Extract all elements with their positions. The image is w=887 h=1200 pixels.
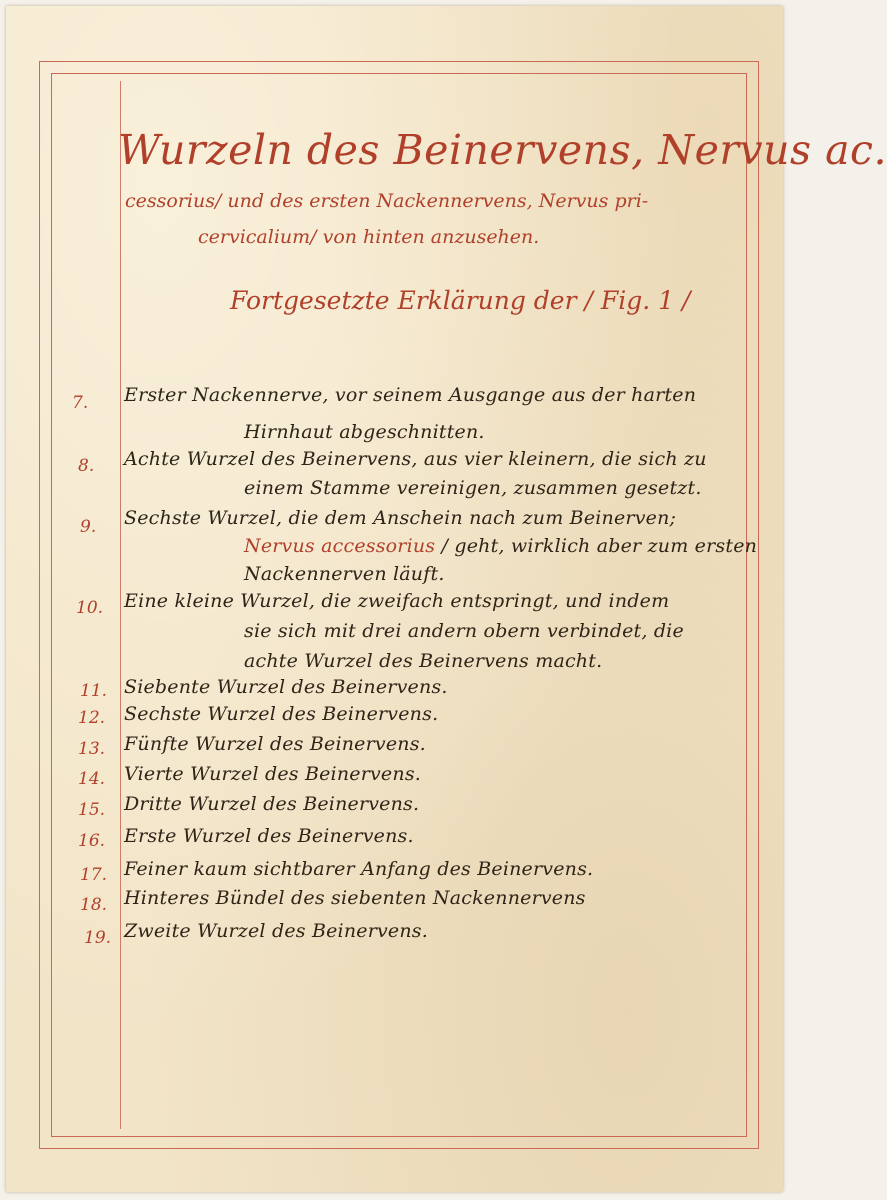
- entry-number: 8.: [78, 456, 95, 476]
- entry-text: Erste Wurzel des Beinervens.: [124, 825, 414, 847]
- subheading: Fortgesetzte Erklärung der / Fig. 1 /: [230, 286, 691, 315]
- entry-number: 18.: [80, 895, 108, 915]
- entry-number: 15.: [78, 800, 106, 820]
- title-term-accessorius: cessorius: [125, 190, 215, 212]
- entry-number: 14.: [78, 769, 106, 789]
- entry-text: achte Wurzel des Beinervens macht.: [244, 650, 603, 672]
- entry-text: Fünfte Wurzel des Beinervens.: [124, 733, 426, 755]
- entry-number: 11.: [80, 681, 108, 701]
- entry-text: Feiner kaum sichtbarer Anfang des Beinervens.: [124, 858, 594, 880]
- entry-number: 12.: [78, 708, 106, 728]
- entry-text: [244, 535, 757, 557]
- entry-text: Erster Nackennerve, vor seinem Ausgange aus der harten: [124, 384, 697, 406]
- margin-rule: [120, 81, 121, 1129]
- entry-text: Siebente Wurzel des Beinervens.: [124, 676, 448, 698]
- entry-text: Dritte Wurzel des Beinervens.: [124, 793, 420, 815]
- entry-number: 10.: [76, 598, 104, 618]
- title-line-2: [125, 192, 648, 211]
- entry-text: Vierte Wurzel des Beinervens.: [124, 763, 422, 785]
- title-term-primus: Nervus pri-: [538, 190, 649, 212]
- title-term-cervicalium: cervicalium: [198, 226, 311, 248]
- entry-text: Eine kleine Wurzel, die zweifach entspringt, und indem: [124, 590, 670, 612]
- entry-text: Achte Wurzel des Beinervens, aus vier kleinern, die sich zu: [124, 448, 707, 470]
- entry-number: 19.: [84, 928, 112, 948]
- entry-number: 7.: [72, 393, 89, 413]
- entry-number: 9.: [80, 517, 97, 537]
- entry-text: Zweite Wurzel des Beinervens.: [124, 920, 429, 942]
- entry-text: Hinteres Bündel des siebenten Nackennervens: [124, 887, 586, 909]
- entry-text-continued: / geht, wirklich aber zum ersten: [441, 535, 758, 557]
- title-line-3: [198, 228, 539, 247]
- term-nervus-accessorius: Nervus accessorius: [244, 535, 436, 557]
- entry-number: 16.: [78, 831, 106, 851]
- entry-text: Sechste Wurzel, die dem Anschein nach zum Beinerven;: [124, 507, 677, 529]
- title-line-2-text: / und des ersten Nackennervens,: [214, 190, 539, 212]
- title-line-3-text: / von hinten anzusehen.: [310, 226, 540, 248]
- title-line-1: Wurzeln des Beinervens, Nervus ac.: [118, 126, 887, 174]
- entry-text: sie sich mit drei andern obern verbindet, die: [244, 620, 684, 642]
- entry-text: Nackennerven läuft.: [244, 563, 445, 585]
- entry-number: 13.: [78, 739, 106, 759]
- entry-text: Hirnhaut abgeschnitten.: [244, 421, 485, 443]
- entry-text: Sechste Wurzel des Beinervens.: [124, 703, 439, 725]
- entry-number: 17.: [80, 865, 108, 885]
- entry-text: einem Stamme vereinigen, zusammen gesetzt.: [244, 477, 702, 499]
